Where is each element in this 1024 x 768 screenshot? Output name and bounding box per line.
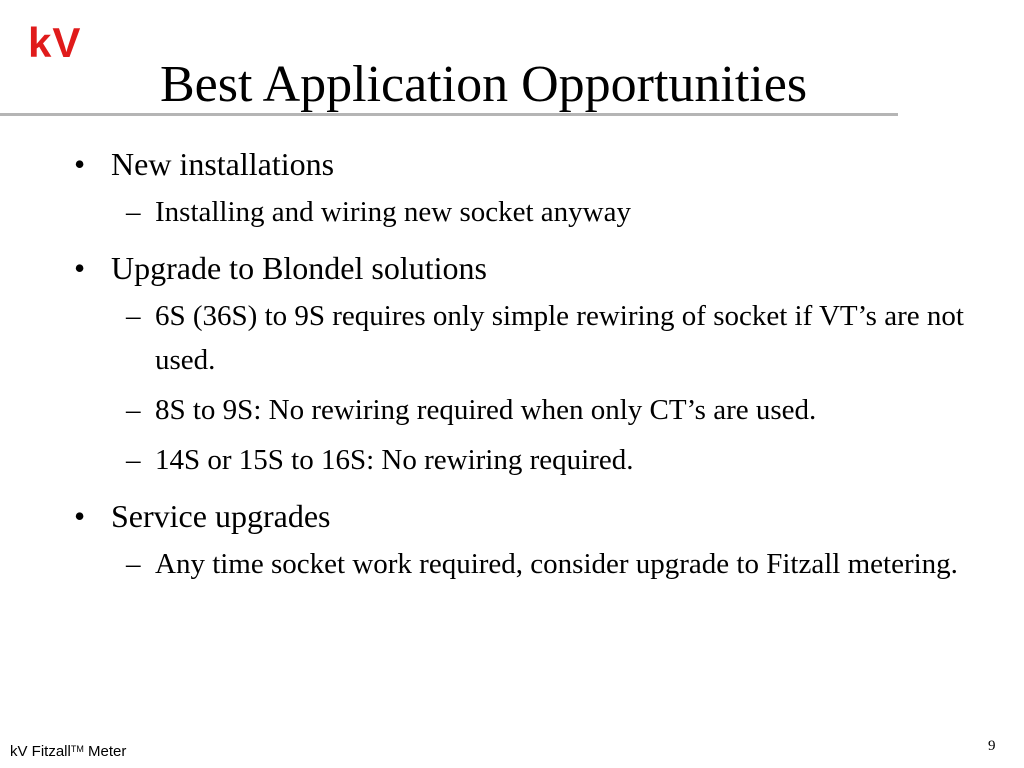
trademark-mark: TM bbox=[70, 744, 84, 754]
sub-bullet-text: Installing and wiring new socket anyway bbox=[155, 196, 631, 228]
bullet-marker: • bbox=[74, 498, 86, 534]
dash-marker: – bbox=[126, 548, 141, 580]
dash-marker: – bbox=[126, 300, 141, 332]
footer-suffix: Meter bbox=[83, 743, 127, 760]
bullet-item bbox=[74, 142, 974, 186]
slide-title: Best Application Opportunities bbox=[160, 56, 808, 113]
bullet-text: Service upgrades bbox=[111, 498, 331, 534]
dash-marker: – bbox=[126, 394, 141, 426]
sub-bullet-list bbox=[74, 542, 974, 586]
sub-bullet-list bbox=[74, 294, 974, 482]
bullet-item bbox=[74, 246, 974, 290]
bullet-item bbox=[74, 494, 974, 538]
dash-marker: – bbox=[126, 196, 141, 228]
sub-bullet-text: Any time socket work required, consider upgrade to Fitzall metering. bbox=[155, 548, 958, 580]
bullet-text: New installations bbox=[111, 146, 335, 182]
sub-bullet-item bbox=[74, 542, 974, 586]
sub-bullet-list bbox=[74, 190, 974, 234]
bullet-list bbox=[74, 142, 974, 598]
kv-logo: kV bbox=[28, 19, 82, 66]
sub-bullet-text: 6S (36S) to 9S requires only simple rewiring of socket if VT’s are not used. bbox=[155, 300, 964, 376]
sub-bullet-item bbox=[74, 438, 974, 482]
sub-bullet-text: 8S to 9S: No rewiring required when only CT’s are used. bbox=[155, 394, 817, 426]
bullet-text: Upgrade to Blondel solutions bbox=[111, 250, 487, 286]
page-number: 9 bbox=[988, 738, 996, 754]
sub-bullet-text: 14S or 15S to 16S: No rewiring required. bbox=[155, 444, 634, 476]
sub-bullet-item bbox=[74, 294, 974, 382]
bullet-marker: • bbox=[74, 250, 86, 286]
sub-bullet-item bbox=[74, 190, 974, 234]
sub-bullet-item bbox=[74, 388, 974, 432]
footer-text bbox=[10, 744, 126, 759]
title-divider bbox=[0, 113, 898, 116]
dash-marker: – bbox=[126, 444, 141, 476]
bullet-marker: • bbox=[74, 146, 86, 182]
footer-product: kV Fitzall bbox=[10, 743, 71, 760]
